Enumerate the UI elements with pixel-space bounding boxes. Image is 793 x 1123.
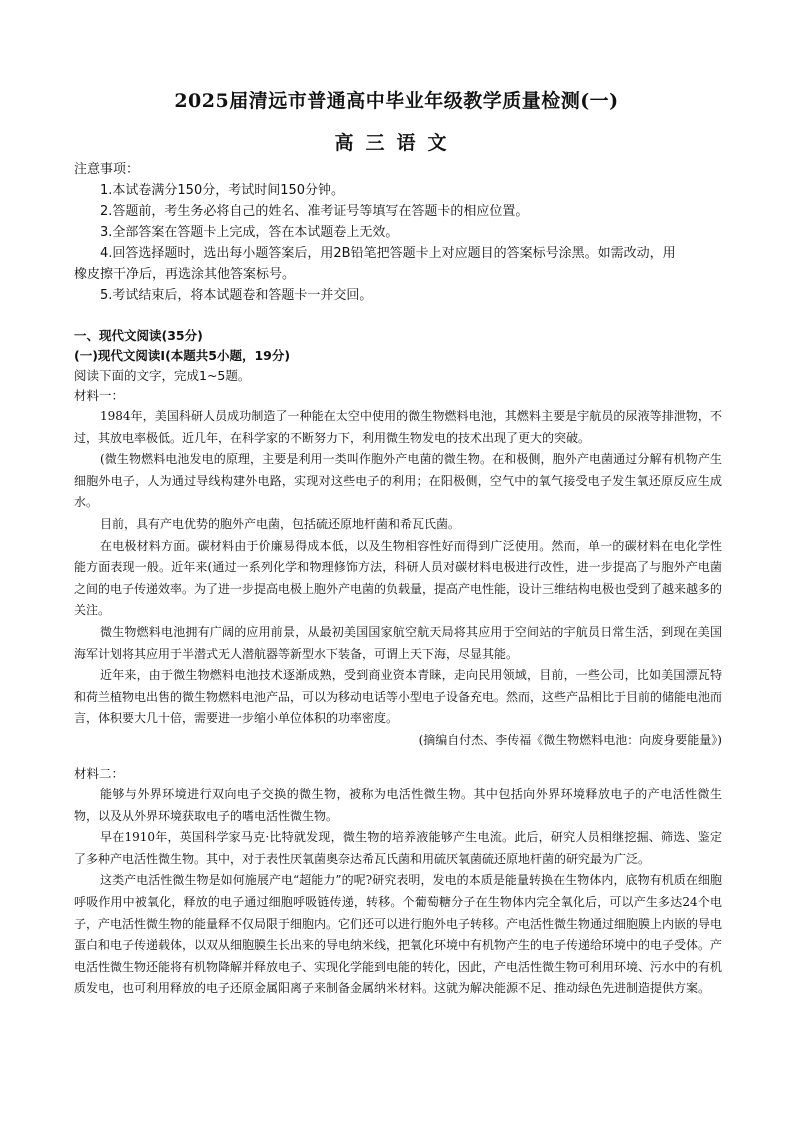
reading-instruction: 阅读下面的文字，完成1~5题。 bbox=[74, 368, 251, 383]
paragraph: 微生物燃料电池拥有广阔的应用前景，从最初美国国家航空航天局将其应用于空间站的宇航员日常生活，到现在美国海军计划将其应用于半潜式无人潜航器等新型水下装备，可谓上天下海，尽显其能。 bbox=[74, 624, 722, 661]
material-2-text bbox=[74, 784, 722, 1000]
paragraph: 早在1910年，英国科学家马克·比特就发现，微生物的培养液能够产生电流。此后，研究人员相继挖掘、筛选、鉴定了多种产电活性微生物。其中，对于表性厌氧菌奥奈达希瓦氏菌和用硫厌氧菌硫还原地杆菌的研究最为广泛。 bbox=[74, 830, 722, 866]
paragraph: 在电极材料方面。碳材料由于价廉易得成本低，以及生物相容性好而得到广泛使用。然而，单一的碳材料在电化学性能方面表现一般。近年来(通过一系列化学和物理修饰方法，科研人员对碳材料电极进行改性，进一步提高了与胞外产电菌之间的电子传递效率。为了进一步提高电极上胞外产电菌的负载量，提高产电性能，设计三维结构电极也受到了越来越多的关注。 bbox=[74, 538, 723, 618]
notice-block bbox=[74, 159, 724, 306]
material-1-source: (摘编自付杰、李传福《微生物燃料电池：向废身要能量》) bbox=[418, 732, 722, 747]
paragraph: 目前，具有产电优势的胞外产电菌，包括硫还原地杆菌和希瓦氏菌。 bbox=[100, 516, 461, 531]
notice-item-2: 2.答题前，考生务必将自己的姓名、准考证号等填写在答题卡的相应位置。 bbox=[100, 204, 529, 219]
section-heading: 一、现代文阅读(35分) bbox=[74, 328, 203, 343]
notice-item-4: 4.回答选择题时，选出每小题答案后，用2B铅笔把答题卡上对应题目的答案标号涂黑。如需改动，用 bbox=[100, 246, 676, 261]
notice-item-4-continued: 橡皮擦干净后，再选涂其他答案标号。 bbox=[74, 267, 296, 282]
exam-title: 2025届清远市普通高中毕业年级教学质量检测(一) bbox=[174, 90, 619, 112]
paragraph: (微生物燃料电池发电的原理，主要是利用一类叫作胞外产电菌的微生物。在和极侧，胞外产电菌通过分解有机物产生细胞外电子，人为通过导线构建外电路，实现对这些电子的利用；在阳极侧，空气中的氧气接受电子发生氧还原反应生成水。 bbox=[74, 452, 722, 510]
material-1-text bbox=[74, 406, 722, 752]
notice-heading: 注意事项： bbox=[74, 162, 140, 177]
paragraph: 1984年，美国科研人员成功制造了一种能在太空中使用的微生物燃料电池，其燃料主要是宇航员的尿液等排泄物，不过，其放电率极低。近几年，在科学家的不断努力下，利用微生物发电的技术出现了更大的突破。 bbox=[74, 409, 722, 445]
paragraph: 这类产电活性微生物是如何施展产电“超能力”的呢?研究表明，发电的本质是能量转换在生物体内，底物有机质在细胞呼吸作用中被氧化，释放的电子通过细胞呼吸链传递，转移。个葡萄糖分子在生物体内完全氧化后，可以产生多达24个电子，产电活性微生物的能量释不仅局限于细胞内。它们还可以进行胞外电子转移。产电活性微生物通过细胞膜上内嵌的导电蛋白和电子传递载体，以双从细胞膜生长出来的导电纳米线，把氧化环境中有机物产生的电子传递给环境中的电子受体。产电活性微生物还能将有机物降解并释放电子、实现化学能到电能的转化，因此，产电活性微生物可利用环境、污水中的有机质发电，也可利用释放的电子还原金属阳离子来制备金属纳米材料。这就为解决能源不足、推动绿色先进制造提供方案。 bbox=[74, 873, 723, 996]
material-1-label: 材料一： bbox=[74, 388, 125, 403]
paragraph: 近年来，由于微生物燃料电池技术逐渐成熟，受到商业资本青睐，走向民用领域，目前，一些公司，比如美国漂瓦特和荷兰植物电出售的微生物燃料电池产品，可以为移动电话等小型电子设备充电。然而，这些产品相比于目前的储能电池而言，体积要大几十倍，需要进一步缩小单位体积的功率密度。 bbox=[74, 668, 723, 726]
exam-subject: 高三语文 bbox=[334, 132, 459, 154]
notice-item-1: 1.本试卷满分150分，考试时间150分钟。 bbox=[100, 183, 345, 198]
notice-item-5: 5.考试结束后，将本试题卷和答题卡一并交回。 bbox=[100, 288, 373, 303]
notice-item-3: 3.全部答案在答题卡上完成，答在本试题卷上无效。 bbox=[100, 225, 399, 240]
paragraph: 能够与外界环境进行双向电子交换的微生物，被称为电活性微生物。其中包括向外界环境释放电子的产电活性微生物，以及从外界环境获取电子的嗜电活性微生物。 bbox=[74, 787, 722, 823]
material-2-label: 材料二： bbox=[74, 766, 125, 781]
subsection-heading: (一)现代文阅读Ⅰ(本题共5小题，19分) bbox=[74, 348, 291, 363]
